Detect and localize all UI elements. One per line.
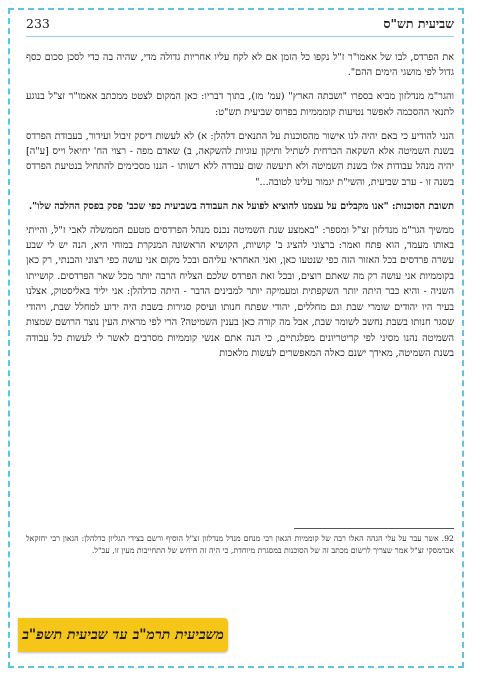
paragraph: והגר"מ מנדלזון מביא בספרו "ושבתה הארץ" (עמ' מז), בתוך דבריו: כאן המקום לצטט ממכתב אאמו"ר זצ"ל בנוגע לתנאי ההסכמה לאפשר נטיעות קומממיות בפרוס שביעית תש"ט: bbox=[26, 91, 454, 118]
footnote bbox=[26, 533, 454, 557]
footnote-divider bbox=[294, 528, 454, 529]
paragraph: את הפרדס, לבו של אאמו"ר ז"ל נקפו כל הזמן אם לא לקח עליו אחריות גדולה מדי, שהיה בה כדי לסכן סכום כסף גדול לפי מושגי הימים ההם". bbox=[26, 52, 454, 79]
footnote-text: 92. אשר עבר על עלי הגהה האלו רבה של קוממיות הגאון רבי מנחם מנדל מנדלזון זצ"ל הוסיף ורשם בצידי הגליון כדלהלן: הגאון רבי יחזקאל אברמסקי זצ"ל אמר שצריך לרשום מכתב זה של הסוכנות במסגרת מיוחדת, כי היה זה חידוש של התחייבות מעין זו, עכ"ל. bbox=[26, 534, 454, 555]
body-text bbox=[26, 50, 454, 370]
paragraph: הנני להודיע כי באם יהיה לנו אישור מהסוכנות על התנאים דלהלן: א) לא לעשות דיסק זיבול ועידור, בעבודת הפרדס בשנת השמיטה אלא השקאה הכרחית לשתיל ותיקון עוגיות להשקאה, ב) שאדם מפה - רצוי הח' יחיאל וייס [ע"ה] יהיה מנהל עבודות אלו בשנת השמיטה ולא תיעשה שום עבודה ללא רשותו - הננו מסכימים להתחיל בנטיעת הפרדס בשנה זו - ערב שביעית, והשי"ת יגמור עלינו לטובה..." bbox=[26, 130, 454, 188]
running-title: שביעית תש"ס bbox=[383, 16, 454, 31]
paragraph-agency-reply: תשובת הסוכנות: "אנו מקבלים על עצמנו להוציא לפועל את העבודה בשביעית כפי שכב' פסק בפסק ההלכה שלו". bbox=[28, 200, 454, 212]
book-title-tab: משביעית תרמ"ב עד שביעית תשפ"ב bbox=[18, 618, 228, 652]
paragraph: ממשיך הגר"מ מנדלזון זצ"ל ומספר: "באמצע שנת השמיטה נכנס מנהל הפרדסים מטעם הממשלה לאבי ז"ל, והייתי באותו מעמד, הוא פתח ואמר: ברצוני להציג ב' קושיות, הקושיא הראשונה המנקרת במוחי היא, הנה יש לי שבע עשרה פרדסים בכל האזור הזה כפי שנטעו כאן, ואני האחראי עליהם ובכל מקום אני עושה כפי רצוני והבנתי, רק כאן בקוממיות אני עושה רק מה שאתם רוצים, ובכל זאת הפרדס שלכם הצליח הרבה יותר מכל שאר הפרדסים. קושייתו השניה - והיא כבר היתה יותר השקפתית ומעמיקה יותר למבינים הדבר - היתה כדלהלן: אני יליד בּאליסטוק, אצלנו בעיר היו יהודים שומרי שבת וגם מחללים, יהודי שפתח חנותו ועיסק סגירות בשבת היה ידוע למחלל שבת, ויהודי שסגר חנותו בשבת נחשב לשומר שבת, אבל מה קורה כאן בענין השמיטה? הרי לפי מראית העין נוצר הרושם שמצות השמיטה נהנו מסיני לפי קריטריונים מפלגתיים, כי הנה אתם אנשי קוממיות מסרבים לאשר לי לעשות כל עבודה בשנת השמיטה, מאידך ישנם כאלה המאפשרים לעשות מלאכות bbox=[26, 224, 454, 359]
page-number: 233 bbox=[26, 16, 50, 31]
running-header bbox=[26, 14, 454, 37]
